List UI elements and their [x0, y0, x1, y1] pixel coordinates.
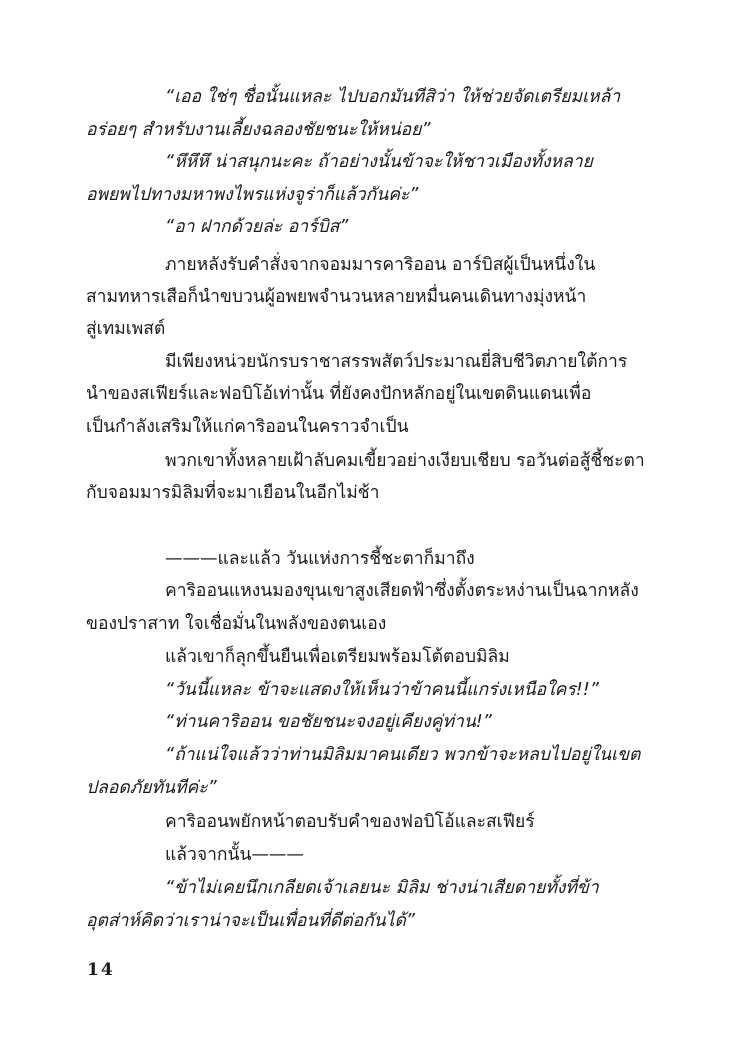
text-line: คาริออนพยักหน้าตอบรับคำของฟอบิโอ้และสเฟียร์	[165, 812, 535, 832]
text-line: สู่เทมเพสต์	[86, 319, 166, 339]
text-line: คาริออนแหงนมองขุนเขาสูงเสียดฟ้าซึ่งตั้งตระหง่านเป็นฉากหลัง	[165, 581, 639, 601]
text-line: “เออ ใช่ๆ ชื่อนั้นแหละ ไปบอกมันทีสิว่า ให้ช่วยจัดเตรียมเหล้า	[165, 87, 621, 107]
text-line: นำของสเฟียร์และฟอบิโอ้เท่านั้น ที่ยังคงปักหลักอยู่ในเขตดินแดนเพื่อ	[86, 384, 592, 404]
text-line: “อา ฝากด้วยล่ะ อาร์บิส”	[165, 217, 349, 237]
text-line: อพยพไปทางมหาพงไพรแห่งจูร่าก็แล้วกันค่ะ”	[86, 185, 419, 205]
text-line: มีเพียงหน่วยนักรบราชาสรรพสัตว์ประมาณยี่สิบชีวิตภายใต้การ	[165, 352, 628, 372]
text-line: “ถ้าแน่ใจแล้วว่าท่านมิลิมมาคนเดียว พวกข้าจะหลบไปอยู่ในเขต	[165, 745, 641, 765]
text-line: “วันนี้แหละ ข้าจะแสดงให้เห็นว่าข้าคนนี้แกร่งเหนือใคร!!”	[165, 680, 599, 700]
text-line: ภายหลังรับคำสั่งจากจอมมารคาริออน อาร์บิสผู้เป็นหนึ่งใน	[165, 255, 596, 275]
text-line: “หึหึหึ น่าสนุกนะคะ ถ้าอย่างนั้นข้าจะให้ชาวเมืองทั้งหลาย	[165, 152, 593, 172]
text-line: อร่อยๆ สำหรับงานเลี้ยงฉลองชัยชนะให้หน่อย”	[86, 120, 431, 140]
text-line: พวกเขาทั้งหลายเฝ้าลับคมเขี้ยวอย่างเงียบเชียบ รอวันต่อสู้ชี้ชะตา	[165, 451, 645, 471]
text-line: ปลอดภัยทันทีค่ะ”	[86, 778, 217, 798]
text-line: สามทหารเสือก็นำขบวนผู้อพยพจำนวนหลายหมื่นคนเดินทางมุ่งหน้า	[86, 287, 587, 307]
page-number: 14	[87, 960, 115, 980]
text-line: “ท่านคาริออน ขอชัยชนะจงอยู่เคียงคู่ท่าน!”	[165, 712, 492, 732]
text-line: เป็นกำลังเสริมให้แก่คาริออนในคราวจำเป็น	[86, 417, 409, 437]
text-line: กับจอมมารมิลิมที่จะมาเยือนในอีกไม่ช้า	[86, 483, 380, 503]
text-line: แล้วเขาก็ลุกขึ้นยืนเพื่อเตรียมพร้อมโต้ตอบมิลิม	[165, 647, 510, 667]
section-break-line: ———และแล้ว วันแห่งการชี้ชะตาก็มาถึง	[165, 549, 475, 569]
text-line: แล้วจากนั้น———	[165, 845, 304, 865]
text-line: “ข้าไม่เคยนึกเกลียดเจ้าเลยนะ มิลิม ช่างน่าเสียดายทั้งที่ข้า	[165, 878, 599, 898]
text-line: ของปราสาท ใจเชื่อมั่นในพลังของตนเอง	[86, 614, 387, 634]
text-line: อุตส่าห์คิดว่าเราน่าจะเป็นเพื่อนที่ดีต่อกันได้”	[86, 911, 415, 931]
